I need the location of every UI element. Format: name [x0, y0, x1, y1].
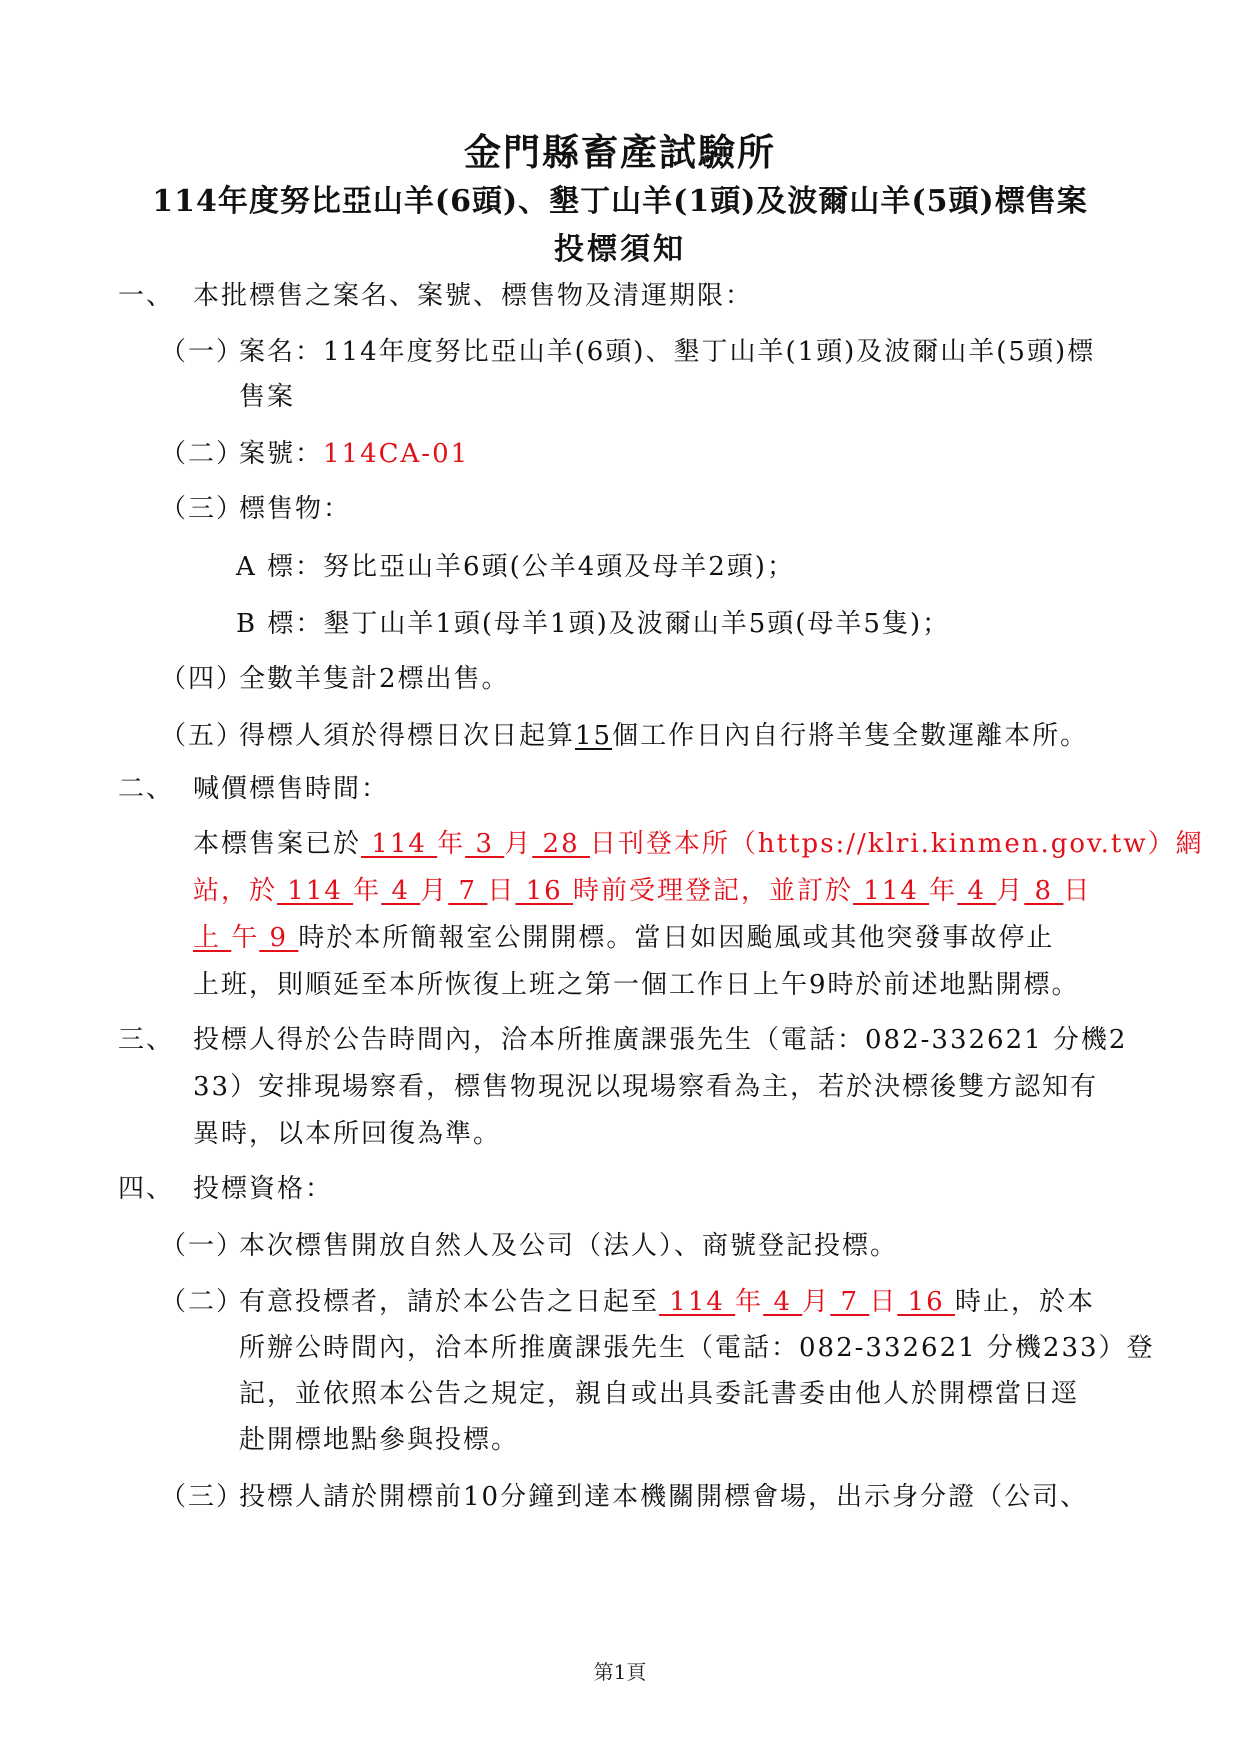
case-title: 114年度努比亞山羊(6頭)、墾丁山羊(1頭)及波爾山羊(5頭)標售案 — [152, 184, 1088, 219]
s2-text: 時前受理登記，並訂於 — [573, 876, 854, 906]
item-1-1-line2: 售案 — [239, 382, 296, 412]
s2-text: 日 — [487, 876, 516, 906]
item-4-2-line1 — [239, 1278, 1095, 1326]
section-2-line1 — [193, 820, 1204, 868]
item-4-2-number: （二） — [160, 1287, 245, 1317]
s2-text: 午 — [231, 923, 260, 953]
register-month: 4 — [381, 876, 421, 906]
section-3-line3: 異時，以本所回復為準。 — [193, 1119, 502, 1149]
section-1-title: 本批標售之案名、案號、標售物及清運期限： — [193, 281, 754, 311]
opening-month: 4 — [957, 876, 997, 906]
s2-text: 年 — [353, 876, 382, 906]
lot-a: A 標：努比亞山羊6頭(公羊4頭及母羊2頭)； — [236, 552, 795, 582]
opening-period: 上 — [193, 923, 232, 953]
s4-text: 時止，於本 — [955, 1287, 1096, 1317]
item-4-2-line4: 赴開標地點參與投標。 — [239, 1425, 520, 1455]
opening-day: 8 — [1024, 876, 1064, 906]
register-day: 7 — [448, 876, 488, 906]
section-4-number: 四、 — [118, 1174, 175, 1204]
s2-text: 年 — [437, 829, 466, 859]
s2-text: 日刊登本所（https://klri.kinmen.gov.tw）網 — [589, 829, 1204, 859]
item-4-1-number: （一） — [160, 1231, 245, 1261]
s2-text: 時於本所簡報室公開開標。當日如因颱風或其他突發事故停止 — [298, 923, 1055, 953]
deadline-month: 4 — [763, 1287, 803, 1317]
s2-text: 月 — [504, 829, 533, 859]
s2-text: 年 — [929, 876, 958, 906]
item-1-4-text: 全數羊隻計2標出售。 — [239, 664, 510, 694]
section-3-line1: 投標人得於公告時間內，洽本所推廣課張先生（電話：082-332621 分機2 — [193, 1025, 1128, 1055]
s2-text: 月 — [420, 876, 449, 906]
item-1-5-pre: 得標人須於得標日次日起算 — [239, 721, 576, 751]
section-3-number: 三、 — [118, 1025, 175, 1055]
s4-text: 日 — [869, 1287, 898, 1317]
item-1-3-number: （三） — [160, 494, 245, 524]
register-hour: 16 — [515, 876, 573, 906]
section-1-number: 一、 — [118, 281, 175, 311]
section-2-line3 — [193, 914, 1054, 962]
s2-text: 日 — [1063, 876, 1092, 906]
doc-title: 投標須知 — [554, 232, 686, 267]
section-2-number: 二、 — [118, 774, 175, 804]
opening-hour: 9 — [259, 923, 299, 953]
item-4-2-line2: 所辦公時間內，洽本所推廣課張先生（電話：082-332621 分機233）登 — [239, 1333, 1155, 1363]
s4-text: 有意投標者，請於本公告之日起至 — [239, 1287, 660, 1317]
item-1-2-number: （二） — [160, 439, 245, 469]
org-title: 金門縣畜產試驗所 — [464, 130, 776, 174]
item-1-1-line1: 案名：114年度努比亞山羊(6頭)、墾丁山羊(1頭)及波爾山羊(5頭)標 — [239, 337, 1096, 367]
item-4-3-number: （三） — [160, 1482, 245, 1512]
item-4-1-text: 本次標售開放自然人及公司（法人）、商號登記投標。 — [239, 1231, 899, 1261]
s2-text: 月 — [996, 876, 1025, 906]
publish-month: 3 — [465, 829, 505, 859]
item-1-5-post: 個工作日內自行將羊隻全數運離本所。 — [612, 721, 1089, 751]
publish-year: 114 — [361, 829, 438, 859]
working-days: 15 — [575, 721, 613, 751]
lot-b: B 標：墾丁山羊1頭(母羊1頭)及波爾山羊5頭(母羊5隻)； — [236, 609, 951, 639]
page-number: 第1頁 — [593, 1660, 647, 1684]
deadline-year: 114 — [659, 1287, 736, 1317]
deadline-day: 7 — [830, 1287, 870, 1317]
s4-text: 月 — [802, 1287, 831, 1317]
s2-text: 本標售案已於 — [193, 829, 362, 859]
item-1-1-number: （一） — [160, 337, 245, 367]
opening-year: 114 — [853, 876, 930, 906]
item-1-5-number: （五） — [160, 721, 245, 751]
case-number-label: 案號： — [239, 439, 324, 469]
section-4-title: 投標資格： — [193, 1174, 334, 1204]
s2-text: 站，於 — [193, 876, 278, 906]
section-2-title: 喊價標售時間： — [193, 774, 390, 804]
section-3-line2: 33）安排現場察看，標售物現況以現場察看為主，若於決標後雙方認知有 — [193, 1072, 1099, 1102]
s4-text: 年 — [735, 1287, 764, 1317]
item-4-3-text: 投標人請於開標前10分鐘到達本機關開標會場，出示身分證（公司、 — [239, 1482, 1089, 1512]
section-2-line2 — [193, 867, 1091, 915]
case-number-value: 114CA-01 — [323, 439, 470, 469]
register-year: 114 — [277, 876, 354, 906]
item-1-4-number: （四） — [160, 664, 245, 694]
section-2-line4: 上班，則順延至本所恢復上班之第一個工作日上午9時於前述地點開標。 — [193, 970, 1080, 1000]
item-1-5-text — [239, 712, 1088, 760]
deadline-hour: 16 — [897, 1287, 955, 1317]
item-1-2-text — [239, 430, 469, 478]
item-4-2-line3: 記，並依照本公告之規定，親自或出具委託書委由他人於開標當日逕 — [239, 1379, 1080, 1409]
publish-day: 28 — [532, 829, 590, 859]
item-1-3-label: 標售物： — [239, 494, 352, 524]
